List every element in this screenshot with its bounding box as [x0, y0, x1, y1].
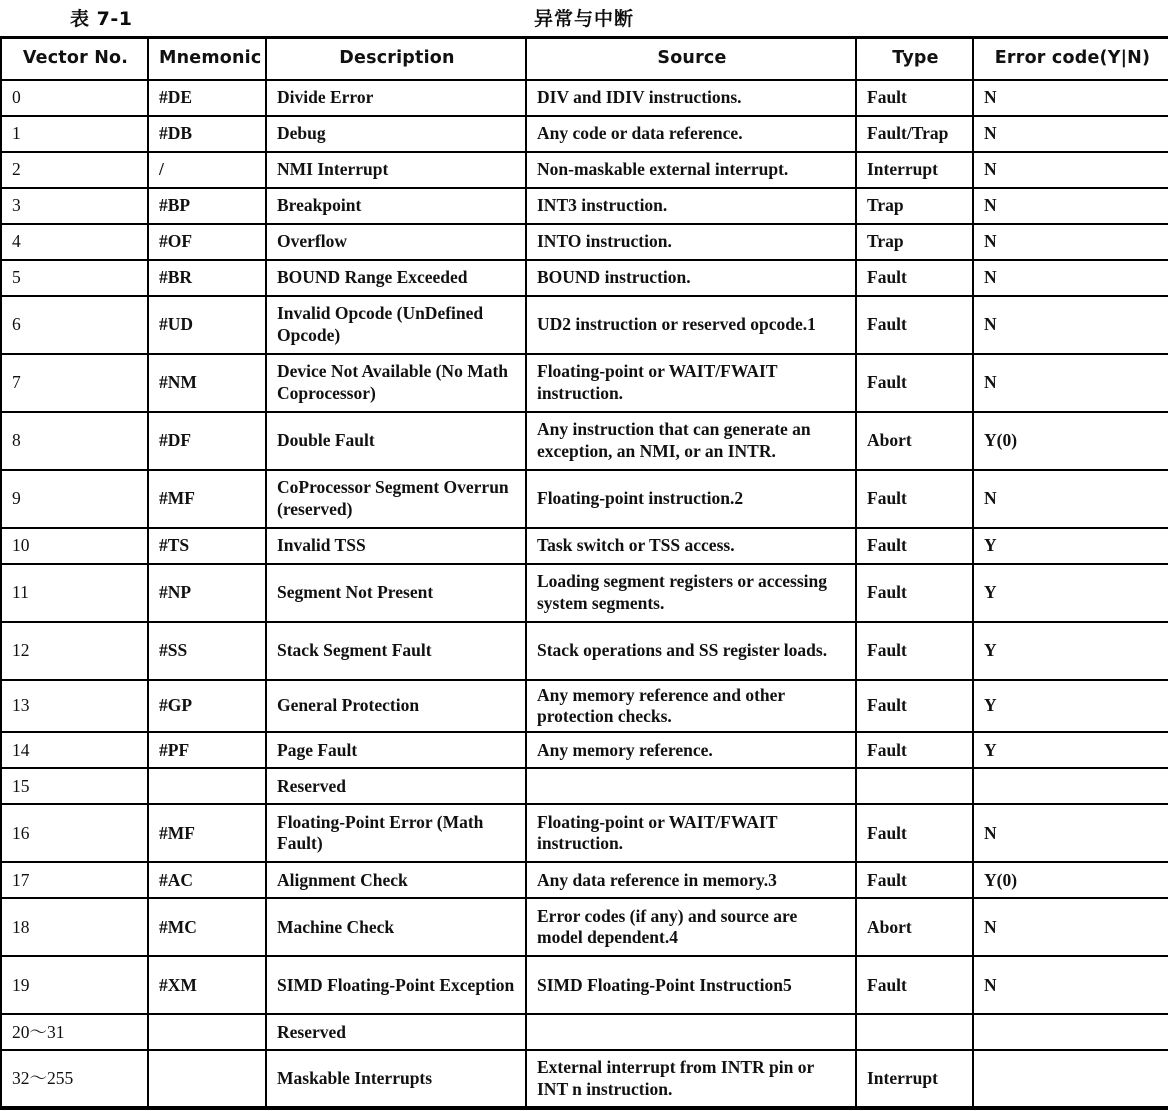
cell-source	[526, 768, 856, 804]
table-body	[1, 80, 1168, 1109]
cell-source: Any memory reference.	[526, 732, 856, 768]
cell-type: Fault	[856, 804, 973, 862]
column-header-source: Source	[526, 38, 856, 80]
cell-error-code: N	[973, 804, 1168, 862]
cell-type: Fault	[856, 956, 973, 1014]
cell-vector-no: 32～255	[1, 1050, 148, 1108]
cell-description: Stack Segment Fault	[266, 622, 526, 680]
cell-error-code: Y	[973, 622, 1168, 680]
cell-source: BOUND instruction.	[526, 260, 856, 296]
cell-source: Error codes (if any) and source are model dependent.4	[526, 898, 856, 956]
cell-description: Breakpoint	[266, 188, 526, 224]
cell-type: Fault	[856, 732, 973, 768]
cell-vector-no: 3	[1, 188, 148, 224]
cell-vector-no: 2	[1, 152, 148, 188]
cell-source: Any code or data reference.	[526, 116, 856, 152]
cell-vector-no: 11	[1, 564, 148, 622]
table-row	[1, 898, 1168, 956]
cell-type: Fault	[856, 862, 973, 898]
cell-vector-no: 0	[1, 80, 148, 116]
cell-vector-no: 19	[1, 956, 148, 1014]
cell-source: Any memory reference and other protection checks.	[526, 680, 856, 733]
column-header-type: Type	[856, 38, 973, 80]
cell-vector-no: 5	[1, 260, 148, 296]
cell-mnemonic: /	[148, 152, 266, 188]
cell-description: NMI Interrupt	[266, 152, 526, 188]
cell-error-code: N	[973, 260, 1168, 296]
column-header-error-code: Error code(Y|N)	[973, 38, 1168, 80]
table-row	[1, 412, 1168, 470]
table-row	[1, 80, 1168, 116]
cell-vector-no: 17	[1, 862, 148, 898]
cell-description: Machine Check	[266, 898, 526, 956]
cell-mnemonic: #TS	[148, 528, 266, 564]
cell-mnemonic: #BR	[148, 260, 266, 296]
cell-type: Fault	[856, 528, 973, 564]
table-header	[1, 38, 1168, 80]
cell-type	[856, 1014, 973, 1050]
cell-vector-no: 9	[1, 470, 148, 528]
cell-source: SIMD Floating-Point Instruction5	[526, 956, 856, 1014]
cell-mnemonic: #SS	[148, 622, 266, 680]
cell-description: Invalid TSS	[266, 528, 526, 564]
cell-error-code: N	[973, 354, 1168, 412]
cell-type: Interrupt	[856, 1050, 973, 1108]
cell-mnemonic: #OF	[148, 224, 266, 260]
table-row	[1, 224, 1168, 260]
cell-error-code: Y(0)	[973, 862, 1168, 898]
cell-mnemonic: #UD	[148, 296, 266, 354]
cell-description: Device Not Available (No Math Coprocessor)	[266, 354, 526, 412]
cell-vector-no: 14	[1, 732, 148, 768]
cell-type: Fault	[856, 260, 973, 296]
cell-source: Floating-point or WAIT/FWAIT instruction.	[526, 354, 856, 412]
cell-type: Interrupt	[856, 152, 973, 188]
table-row	[1, 528, 1168, 564]
cell-description: Debug	[266, 116, 526, 152]
column-header-vector-no: Vector No.	[1, 38, 148, 80]
cell-mnemonic: #DF	[148, 412, 266, 470]
table-row	[1, 188, 1168, 224]
table-row	[1, 296, 1168, 354]
cell-error-code: Y(0)	[973, 412, 1168, 470]
cell-type: Abort	[856, 412, 973, 470]
cell-description: Overflow	[266, 224, 526, 260]
cell-error-code: N	[973, 296, 1168, 354]
cell-error-code	[973, 768, 1168, 804]
cell-description: Invalid Opcode (UnDefined Opcode)	[266, 296, 526, 354]
cell-error-code: Y	[973, 528, 1168, 564]
cell-type: Fault/Trap	[856, 116, 973, 152]
table-caption	[0, 0, 1168, 36]
cell-source: Floating-point or WAIT/FWAIT instruction.	[526, 804, 856, 862]
cell-vector-no: 16	[1, 804, 148, 862]
cell-mnemonic: #MC	[148, 898, 266, 956]
cell-mnemonic: #NM	[148, 354, 266, 412]
cell-error-code: N	[973, 956, 1168, 1014]
cell-source: External interrupt from INTR pin or INT n instruction.	[526, 1050, 856, 1108]
cell-error-code: N	[973, 188, 1168, 224]
cell-description: Double Fault	[266, 412, 526, 470]
cell-error-code: Y	[973, 680, 1168, 733]
column-header-description: Description	[266, 38, 526, 80]
table-header-row	[1, 38, 1168, 80]
table-row	[1, 622, 1168, 680]
cell-vector-no: 20～31	[1, 1014, 148, 1050]
cell-vector-no: 10	[1, 528, 148, 564]
table-row	[1, 768, 1168, 804]
cell-description: BOUND Range Exceeded	[266, 260, 526, 296]
cell-mnemonic: #DB	[148, 116, 266, 152]
cell-mnemonic: #AC	[148, 862, 266, 898]
cell-type: Fault	[856, 680, 973, 733]
cell-error-code: N	[973, 898, 1168, 956]
cell-description: General Protection	[266, 680, 526, 733]
cell-vector-no: 6	[1, 296, 148, 354]
cell-error-code: N	[973, 152, 1168, 188]
table-row	[1, 1050, 1168, 1108]
cell-type: Fault	[856, 622, 973, 680]
cell-mnemonic: #MF	[148, 804, 266, 862]
cell-description: Segment Not Present	[266, 564, 526, 622]
exceptions-interrupts-table	[0, 36, 1168, 1110]
cell-mnemonic	[148, 1014, 266, 1050]
cell-vector-no: 18	[1, 898, 148, 956]
cell-vector-no: 1	[1, 116, 148, 152]
cell-mnemonic: #NP	[148, 564, 266, 622]
cell-mnemonic: #BP	[148, 188, 266, 224]
cell-type: Fault	[856, 354, 973, 412]
cell-mnemonic: #PF	[148, 732, 266, 768]
table-row	[1, 732, 1168, 768]
cell-type: Fault	[856, 80, 973, 116]
cell-type: Trap	[856, 224, 973, 260]
cell-type: Abort	[856, 898, 973, 956]
table-row	[1, 470, 1168, 528]
cell-description: Reserved	[266, 768, 526, 804]
cell-type: Fault	[856, 470, 973, 528]
cell-description: Divide Error	[266, 80, 526, 116]
table-row	[1, 862, 1168, 898]
cell-description: Floating-Point Error (Math Fault)	[266, 804, 526, 862]
cell-description: Alignment Check	[266, 862, 526, 898]
cell-source: INTO instruction.	[526, 224, 856, 260]
cell-vector-no: 7	[1, 354, 148, 412]
cell-vector-no: 13	[1, 680, 148, 733]
cell-source: Floating-point instruction.2	[526, 470, 856, 528]
cell-mnemonic: #XM	[148, 956, 266, 1014]
cell-mnemonic: #DE	[148, 80, 266, 116]
cell-description: SIMD Floating-Point Exception	[266, 956, 526, 1014]
cell-source: Stack operations and SS register loads.	[526, 622, 856, 680]
cell-type: Fault	[856, 564, 973, 622]
cell-description: Maskable Interrupts	[266, 1050, 526, 1108]
cell-mnemonic	[148, 768, 266, 804]
table-row	[1, 152, 1168, 188]
cell-mnemonic	[148, 1050, 266, 1108]
table-row	[1, 116, 1168, 152]
cell-mnemonic: #GP	[148, 680, 266, 733]
cell-type: Trap	[856, 188, 973, 224]
cell-vector-no: 8	[1, 412, 148, 470]
table-row	[1, 1014, 1168, 1050]
table-number-label: 表 7-1	[70, 8, 133, 30]
table-title: 异常与中断	[533, 8, 634, 30]
table-row	[1, 680, 1168, 733]
cell-source	[526, 1014, 856, 1050]
cell-error-code: N	[973, 224, 1168, 260]
cell-source: UD2 instruction or reserved opcode.1	[526, 296, 856, 354]
table-row	[1, 260, 1168, 296]
table-row	[1, 804, 1168, 862]
cell-error-code: N	[973, 80, 1168, 116]
cell-description: Page Fault	[266, 732, 526, 768]
cell-vector-no: 15	[1, 768, 148, 804]
cell-source: INT3 instruction.	[526, 188, 856, 224]
cell-vector-no: 4	[1, 224, 148, 260]
table-row	[1, 956, 1168, 1014]
cell-error-code: N	[973, 116, 1168, 152]
cell-error-code: Y	[973, 564, 1168, 622]
cell-error-code: N	[973, 470, 1168, 528]
cell-source: Any data reference in memory.3	[526, 862, 856, 898]
cell-source: Any instruction that can generate an exception, an NMI, or an INTR.	[526, 412, 856, 470]
cell-mnemonic: #MF	[148, 470, 266, 528]
cell-source: Non-maskable external interrupt.	[526, 152, 856, 188]
cell-vector-no: 12	[1, 622, 148, 680]
cell-error-code: Y	[973, 732, 1168, 768]
cell-type	[856, 768, 973, 804]
table-row	[1, 564, 1168, 622]
cell-source: Task switch or TSS access.	[526, 528, 856, 564]
cell-source: Loading segment registers or accessing system segments.	[526, 564, 856, 622]
cell-error-code	[973, 1014, 1168, 1050]
cell-type: Fault	[856, 296, 973, 354]
cell-description: CoProcessor Segment Overrun (reserved)	[266, 470, 526, 528]
table-row	[1, 354, 1168, 412]
cell-source: DIV and IDIV instructions.	[526, 80, 856, 116]
column-header-mnemonic: Mnemonic	[148, 38, 266, 80]
cell-description: Reserved	[266, 1014, 526, 1050]
cell-error-code	[973, 1050, 1168, 1108]
